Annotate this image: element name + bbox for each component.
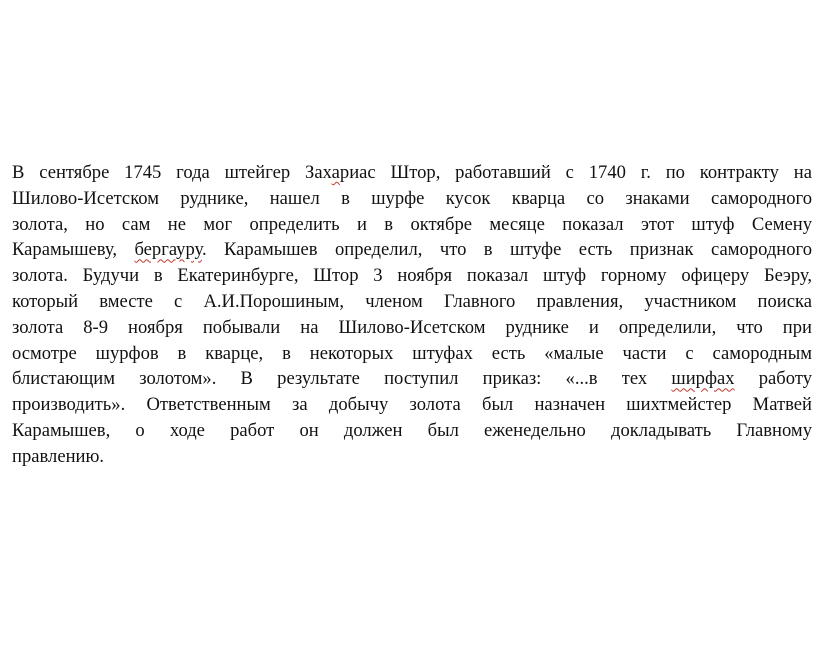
text-line-6: который вместе с А.И.Порошиным, членом Главного правления, участником поиска xyxy=(12,290,812,312)
text-line-1: В сентябре 1745 года штейгер Захариас Штор, работавший с 1740 г. по контракту на xyxy=(12,162,812,183)
text-line-7: золота 8-9 ноября побывали на Шилово-Исетском руднике и определили, что при xyxy=(12,316,812,338)
body-paragraph xyxy=(12,160,812,470)
text-line-4: Карамышеву, бергауру. Карамышев определил, что в штуфе есть признак самородного xyxy=(12,239,812,261)
spellcheck-flag: бергауру xyxy=(134,239,202,261)
spellcheck-flag: ширфах xyxy=(671,368,735,390)
text-line-10: производить». Ответственным за добычу золота был назначен шихтмейстер Матвей xyxy=(12,394,812,416)
text-line-9: блистающим золотом». В результате поступил приказ: «...в тех ширфах работу xyxy=(12,368,812,390)
text-line-5: золота. Будучи в Екатеринбурге, Штор 3 ноября показал штуф горному офицеру Беэру, xyxy=(12,265,812,287)
text-line-8: осмотре шурфов в кварце, в некоторых штуфах есть «малые части с самородным xyxy=(12,342,812,364)
text-line-11: Карамышев, о ходе работ он должен был еженедельно докладывать Главному xyxy=(12,419,812,441)
text-line-3: золота, но сам не мог определить и в октябре месяце показал этот штуф Семену xyxy=(12,213,812,235)
text-line-12: правлению. xyxy=(12,445,105,467)
spellcheck-flag: а xyxy=(331,162,340,183)
text-line-2: Шилово-Исетском руднике, нашел в шурфе кусок кварца со знаками самородного xyxy=(12,187,812,209)
